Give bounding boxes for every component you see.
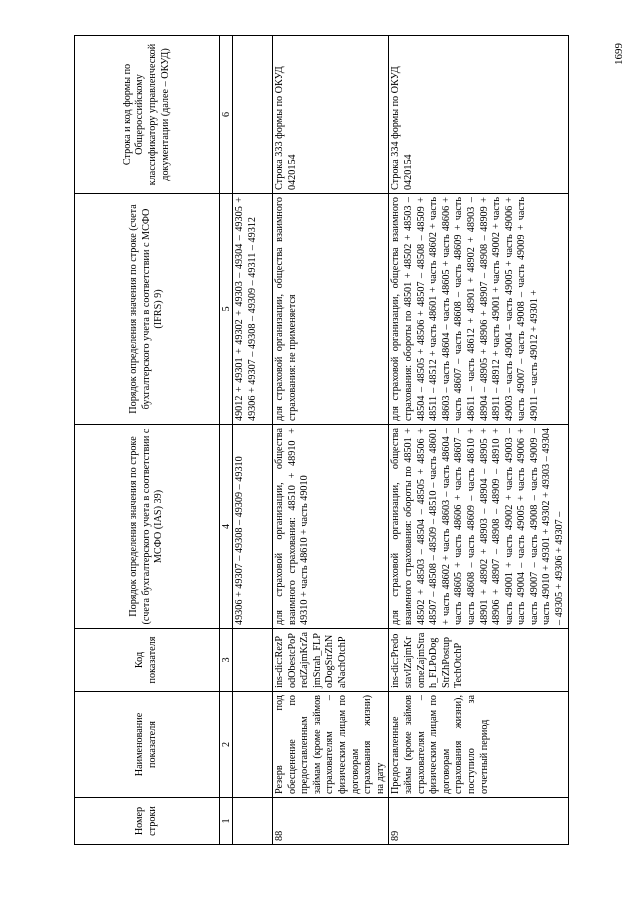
column-number: 6 <box>220 36 233 194</box>
indicator-code-cell: ins-dic:PredostavlZajmKromeZajmStrah_FLPoDogStrZhPostupTechOtchP <box>389 629 568 692</box>
ias39-method-cell: для страховой организации, общества взаимного страхования: 48510 + 48910 + 49310 + часть 48610 + часть 49010 <box>273 425 389 629</box>
ifrs9-method-cell: 49012 + 49301 + 49302 + 49303 – 49304 – 49305 + 49306 + 49307 – 49308 – 49309 – 49311 – 49312 <box>233 194 273 425</box>
column-number: 3 <box>220 629 233 692</box>
header-indicator-code: Код показателя <box>75 629 220 692</box>
page-number: 1699 <box>613 43 625 65</box>
row-number-cell: 89 <box>389 798 568 845</box>
header-indicator-name: Наименование показателя <box>75 692 220 798</box>
okud-form-line-cell: Строка 333 формы по ОКУД 0420154 <box>273 36 389 194</box>
okud-form-line-cell: Строка 334 формы по ОКУД 0420154 <box>389 36 568 194</box>
column-number-row <box>220 36 233 845</box>
header-ias39-method: Порядок определения значения по строке (счета бухгалтерского учета в соответствии с МСФО (IAS) 39) <box>75 425 220 629</box>
ias39-method-cell: 49306 + 49307 – 49308 – 49309 – 49310 <box>233 425 273 629</box>
ias39-method-cell: для страховой организации, общества взаимного страхования: обороты по 48501 + 48502 + 48503 – 48504 – 48505 + 48506 + 48507 – 48508 – 48509 – 48510 – часть 48601 + часть 48602 + часть 48603 – часть 48604 – часть 48605 + часть 48606 + часть 48607 – часть 48608 – часть 48609 – часть 48610 + 48901 + 48902 + 48903 – 48904 – 48905 + 48906 + 48907 – 48908 – 48909 – 48910 + часть 49001 + часть 49002 + часть 49003 – часть 49004 – часть 49005 + часть 49006 + часть 49007 – часть 49008 – часть 49009 – часть 49010 + 49301 + 49302 + 49303 – 49304 – 49305 + 49306 + 49307 – <box>389 425 568 629</box>
indicator-name-cell: Резерв под обесценение по предоставленным займам (кроме займов страхователям – физическим лицам по договорам страхования жизни) на дату <box>273 692 389 798</box>
table-row <box>273 36 389 845</box>
header-row-number: Номер строки <box>75 798 220 845</box>
row-number-cell <box>233 798 273 845</box>
ifrs9-method-cell: для страховой организации, общества взаимного страхования: обороты по 48501 + 48502 + 48503 – 48504 – 48505 + 48506 + 48507 – 48508 – 48509 + 48511 – 48512 + часть 48601 + часть 48602 + часть 48603 – часть 48604 – часть 48605 + часть 48606 + часть 48607 – часть 48608 – часть 48609 + часть 48611 – часть 48612 + 48901 + 48902 + 48903 – 48904 – 48905 + 48906 + 48907 – 48908 – 48909 + 48911 – 48912 + часть 49001 + часть 49002 + часть 49003 – часть 49004 – часть 49005 + часть 49006 + часть 49007 – часть 49008 – часть 49009 + часть 49011 – часть 49012 + 49301 + <box>389 194 568 425</box>
indicator-code-cell: ins-dic:RezPodObestcPoPredZajmKrZajmStrah_FLPoDogStrZhNaNachOtchP <box>273 629 389 692</box>
ifrs9-method-cell: для страховой организации, общества взаимного страхования: не применяется <box>273 194 389 425</box>
row-number-cell: 88 <box>273 798 389 845</box>
okud-form-line-cell <box>233 36 273 194</box>
indicator-code-cell <box>233 629 273 692</box>
header-okud-form-line: Строка и код формы по Общероссийскому классификатору управленческой документации (далее – ОКУД) <box>75 36 220 194</box>
header-ifrs9-method: Порядок определения значения по строке (счета бухгалтерского учета в соответствии с МСФО (IFRS) 9) <box>75 194 220 425</box>
table-header-row <box>75 36 220 845</box>
column-number: 2 <box>220 692 233 798</box>
column-number: 5 <box>220 194 233 425</box>
table-row <box>233 36 273 845</box>
indicator-name-cell: Предоставленные займы (кроме займов страхователям – физическим лицам по договорам страхования жизни), поступило за отчетный период <box>389 692 568 798</box>
indicator-name-cell <box>233 692 273 798</box>
table-row <box>389 36 568 845</box>
indicator-table <box>74 35 569 845</box>
column-number: 4 <box>220 425 233 629</box>
column-number: 1 <box>220 798 233 845</box>
